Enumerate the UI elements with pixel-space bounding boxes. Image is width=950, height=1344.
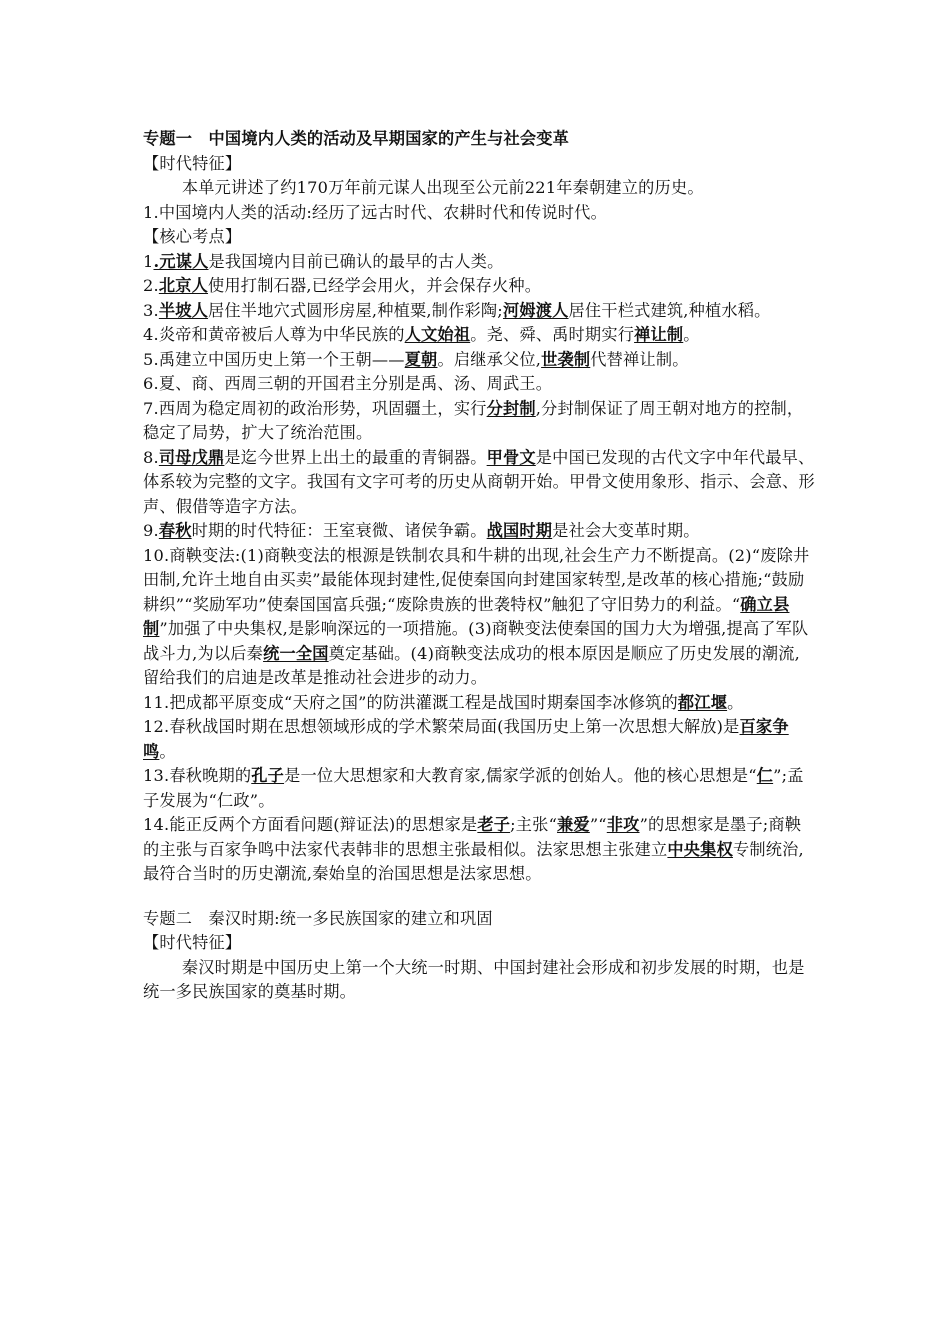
keyword: 战国时期 <box>486 521 553 540</box>
core-item-8: 8.司母戊鼎是迄今世界上出土的最重的青铜器。甲骨文是中国已发现的古代文字中年代最早、体系较为完整的文字。我国有文字可考的历史从商朝开始。甲骨文使用象形、指示、会意、形声、假借等造字方法。 <box>143 447 815 516</box>
keyword: 禅让制 <box>634 325 684 344</box>
keyword: 甲骨文 <box>486 447 536 467</box>
core-item-14: 14.能正反两个方面看问题(辩证法)的思想家是老子;主张“兼爱”“非攻”的思想家是墨子;商鞅的主张与百家争鸣中法家代表韩非的思想主张最相似。法家思想主张建立中央集权专制统治,最符合当时的历史潮流,秦始皇的治国思想是法家思想。 <box>143 815 804 883</box>
keyword: 都江堰 <box>677 692 728 712</box>
core-item-13: 13.春秋晚期的孔子是一位大思想家和大教育家,儒家学派的创始人。他的核心思想是“仁”;孟子发展为“仁政”。 <box>143 766 804 810</box>
keyword: 百家争鸣 <box>143 717 789 761</box>
keyword: 兼爱 <box>557 815 590 834</box>
core-item-12: 12.春秋战国时期在思想领域形成的学术繁荣局面(我国历史上第一次思想大解放)是百家争鸣。 <box>143 717 789 761</box>
core-item-2: 2.北京人使用打制石器,已经学会用火，并会保存火种。 <box>143 276 542 295</box>
topic1-intro-item: 1.中国境内人类的活动:经历了远古时代、农耕时代和传说时代。 <box>143 202 607 222</box>
document-page <box>143 127 815 1005</box>
core-item-3: 3.半坡人居住半地穴式圆形房屋,种植粟,制作彩陶;河姆渡人居住干栏式建筑,种植水稻。 <box>143 300 771 320</box>
topic2-era-heading: 【时代特征】 <box>143 933 242 952</box>
topic1-era-text: 本单元讲述了约170万年前元谋人出现至公元前221年秦朝建立的历史。 <box>181 178 704 197</box>
core-item-1: 1.元谋人是我国境内目前已确认的最早的古人类。 <box>143 251 504 271</box>
core-item-10: 10.商鞅变法:(1)商鞅变法的根源是铁制农具和牛耕的出现,社会生产力不断提高。(2)“废除井田制,允许土地自由买卖”最能体现封建性,促使秦国向封建国家转型,是改革的核心措施;“鼓励耕织”“奖励军功”使秦国国富兵强;“废除贵族的世袭特权”触犯了守旧势力的利益。“确立县制”加强了中央集权,是影响深远的一项措施。(3)商鞅变法使秦国的国力大为增强,提高了军队战斗力,为以后秦统一全国奠定基础。(4)商鞅变法成功的根本原因是顺应了历史发展的潮流,留给我们的启迪是改革是推动社会进步的动力。 <box>143 545 810 687</box>
topic2-era-text: 秦汉时期是中国历史上第一个大统一时期、中国封建社会形成和初步发展的时期，也是统一多民族国家的奠基时期。 <box>143 957 805 1001</box>
keyword: 统一全国 <box>263 643 329 663</box>
keyword: 半坡人 <box>158 300 209 320</box>
keyword: 世袭制 <box>541 349 591 369</box>
core-item-5: 5.禹建立中国历史上第一个王朝——夏朝。启继承父位,世袭制代替禅让制。 <box>143 349 689 369</box>
keyword: 非攻 <box>606 815 640 834</box>
keyword: 孔子 <box>251 766 285 785</box>
core-item-11: 11.把成都平原变成“天府之国”的防洪灌溉工程是战国时期秦国李冰修筑的都江堰。 <box>143 692 744 712</box>
keyword: 老子 <box>477 815 511 834</box>
keyword: .元谋人 <box>153 251 209 271</box>
keyword: 仁 <box>756 766 774 785</box>
topic1-title: 专题一 中国境内人类的活动及早期国家的产生与社会变革 <box>143 129 570 148</box>
keyword: 夏朝 <box>404 349 438 369</box>
keyword: 分封制 <box>486 398 536 418</box>
topic2-title: 专题二 秦汉时期:统一多民族国家的建立和巩固 <box>143 908 493 928</box>
keyword: 人文始祖 <box>404 325 471 344</box>
keyword: 确立县制 <box>143 594 790 638</box>
keyword: 中央集权 <box>667 839 733 859</box>
section-gap <box>143 887 815 907</box>
core-item-7: 7.西周为稳定周初的政治形势，巩固疆土，实行分封制,分封制保证了周王朝对地方的控制，稳定了局势，扩大了统治范围。 <box>143 398 804 442</box>
core-item-6: 6.夏、商、西周三朝的开国君主分别是禹、汤、周武王。 <box>143 374 553 393</box>
keyword: 春秋 <box>158 521 192 540</box>
topic1-core-heading: 【核心考点】 <box>143 227 242 246</box>
topic1-era-heading: 【时代特征】 <box>143 153 242 173</box>
keyword: 河姆渡人 <box>502 300 569 320</box>
keyword: 北京人 <box>158 276 209 295</box>
core-item-9: 9.春秋时期的时代特征：王室衰微、诸侯争霸。战国时期是社会大变革时期。 <box>143 521 700 540</box>
core-item-4: 4.炎帝和黄帝被后人尊为中华民族的人文始祖。尧、舜、禹时期实行禅让制。 <box>143 325 700 344</box>
keyword: 司母戊鼎 <box>158 447 225 467</box>
